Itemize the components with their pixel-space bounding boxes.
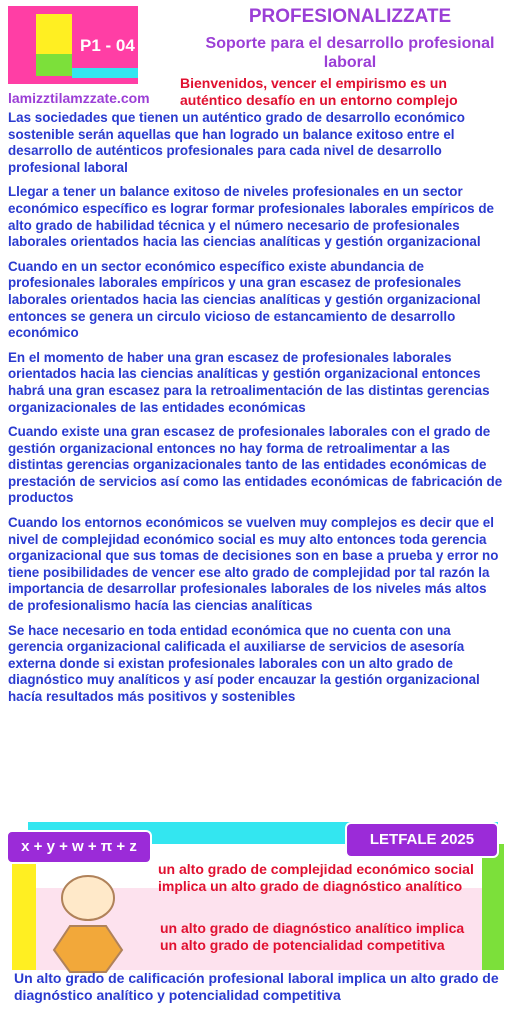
paragraph: Cuando en un sector económico específico existe abundancia de profesionales laborales empíricos y una gran escasez de profesionales laborales orientados hacia las ciencias analíticas y gestión organizacional entonces se genera un circulo vicioso de estancamiento de desarrollo económico bbox=[8, 258, 481, 341]
paragraph: Cuando los entornos económicos se vuelven muy complejos es decir que el nivel de complejidad económico social es muy alto entonces toda gerencia organizacional que sus tomas de decisiones son en base a prueba y error no tiene posibilidades de vencer ese alto grado de complejidad por tal razón la importancia de desarrollar profesionales laborales de los niveles más altos de profesionalismo hacía las ciencias analíticas bbox=[8, 515, 499, 614]
paragraph: Se hace necesario en toda entidad económica que no cuenta con una gerencia organizacional calificada el auxiliarse de servicios de asesoría externa donde si existan profesionales laborales con un alto grado de diagnóstico muy analíticos y así poder encauzar la gestión organizacional hacía resultados más positivos y sostenibles bbox=[8, 622, 480, 704]
logo-green-square bbox=[36, 54, 72, 76]
logo-yellow-square bbox=[36, 14, 72, 54]
page-title: PROFESIONALIZZATE bbox=[248, 6, 452, 27]
person-icon bbox=[40, 870, 140, 974]
page-subtitle: Soporte para el desarrollo profesional laboral bbox=[205, 35, 495, 71]
statement-2: un alto grado de diagnóstico analítico implica un alto grado de potencialidad competitiva bbox=[160, 920, 465, 953]
logo-block bbox=[8, 6, 138, 84]
paragraph: En el momento de haber una gran escasez de profesionales laborales orientados hacia las ciencias analíticas y gestión organizacional entonces habrá una gran escasez para la retroalimentación de las distintas gerencias organizacionales de las entidades económicas bbox=[8, 349, 490, 415]
formula-badge: x + y + w + π + z bbox=[6, 830, 152, 864]
yellow-bar bbox=[12, 852, 36, 970]
paragraph: Las sociedades que tienen un auténtico grado de desarrollo económico sostenible serán aquellas que han logrado un balance exitoso entre el desarrollo de auténticos profesionales para cada nivel de desarrollo profesional laboral bbox=[8, 110, 465, 175]
website-link[interactable]: lamizztilamzzate.com bbox=[8, 90, 150, 106]
welcome-text: Bienvenidos, vencer el empirismo es un auténtico desafío en un entorno complejo bbox=[180, 75, 458, 108]
logo-cyan-bar bbox=[72, 68, 138, 78]
green-bar bbox=[482, 844, 504, 970]
statement-1: un alto grado de complejidad económico social implica un alto grado de diagnóstico analítico bbox=[158, 861, 474, 894]
statement-3: Un alto grado de calificación profesional laboral implica un alto grado de diagnóstico analítico y potencialidad competitiva bbox=[14, 970, 499, 1003]
paragraph: Cuando existe una gran escasez de profesionales laborales con el grado de gestión organizacional entonces no hay forma de retroalimentar a las distintas gerencias organizacionales tanto de las entidades económicas de prestación de servicios así como las entidades económicas de fabricación de productos bbox=[8, 424, 503, 506]
article-body bbox=[8, 110, 504, 714]
brand-badge: LETFALE 2025 bbox=[345, 822, 499, 858]
code-label: P1 - 04 bbox=[80, 36, 135, 55]
paragraph: Llegar a tener un balance exitoso de niveles profesionales en un sector económico específico es lograr formar profesionales laborales empíricos de alto grado de habilidad técnica y el número necesario de profesionales laborales orientados hacia las ciencias analíticas y gestión organizacional bbox=[8, 184, 494, 250]
